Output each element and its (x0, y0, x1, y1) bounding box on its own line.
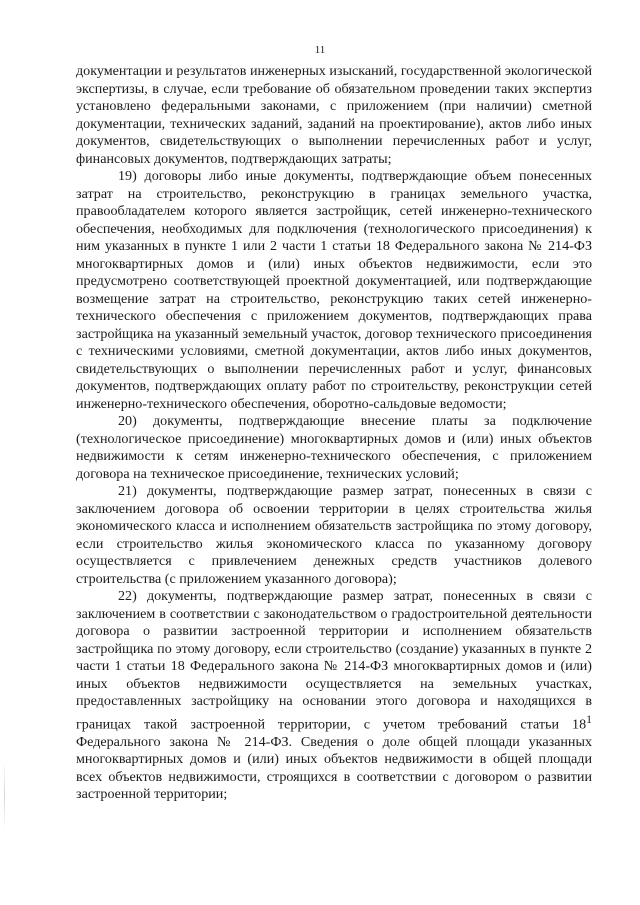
paragraph-item-21: 21) документы, подтверждающие размер затрат, понесенных в связи с заключением договора об освоении территории в целях строительства жилья экономического класса и исполнением обязательств застройщика по этому договору, если строительство жилья экономического класса по указанному договору осуществляется с привлечением денежных средств участников долевого строительства (с приложением указанного договора); (76, 483, 592, 587)
page-number: 11 (314, 44, 326, 56)
paragraph-continuation: документации и результатов инженерных изысканий, государственной экологической экспертизы, в случае, если требование об обязательном проведении таких экспертиз установлено федеральными законами, с приложением (при наличии) сметной документации, технических заданий, заданий на проектирование), актов либо иных документов, свидетельствующих о выполнении перечисленных работ и услуг, финансовых документов, подтверждающих затраты; (76, 63, 592, 167)
paragraph-item-20: 20) документы, подтверждающие внесение платы за подключение (технологическое присоединение) многоквартирных домов и (или) иных объектов недвижимости к сетям инженерно-технического обеспечения, с приложением договора на техническое присоединение, технических условий; (76, 413, 592, 482)
document-body (76, 63, 592, 804)
paragraph-item-19: 19) договоры либо иные документы, подтверждающие объем понесенных затрат на строительство, реконструкцию в границах земельного участка, правообладателем которого является застройщик, сетей инженерно-технического обеспечения, необходимых для подключения (технологического присоединения) к ним указанных в пункте 1 или 2 части 1 статьи 18 Федерального закона № 214-ФЗ многоквартирных домов и (или) иных объектов недвижимости, если это предусмотрено соответствующей проектной документацией, или подтверждающие возмещение затрат на строительство, реконструкцию таких сетей инженерно-технического обеспечения с приложением документов, подтверждающих права застройщика на указанный земельный участок, договор технического присоединения с техническими условиями, сметной документации, актов либо иных документов, свидетельствующих о выполнении перечисленных работ и услуг, финансовых документов, подтверждающих оплату работ по строительству, реконструкции сетей инженерно-технического обеспечения, оборотно-сальдовые ведомости; (76, 168, 592, 412)
paragraph-item-22 (76, 588, 592, 804)
paragraph-item-22-text-end: Федерального закона № 214-ФЗ. Сведения о доле общей площади указанных многоквартирных домов и (или) иных объектов недвижимости в общей площади всех объектов недвижимости, строящихся в соответствии с договором о развитии застроенной территории; (76, 733, 592, 803)
article-superscript: 1 (586, 712, 592, 726)
paragraph-item-22-text-start: 22) документы, подтверждающие размер затрат, понесенных в связи с заключением в соответствии с законодательством о градостроительной деятельности договора о развитии застроенной территории и исполнением обязательств застройщика по этому договору, если строительство (создание) указанных в пункте 2 части 1 статьи 18 Федерального закона № 214-ФЗ многоквартирных домов и (или) иных объектов недвижимости осуществляется на земельных участках, предоставленных застройщику на основании этого договора и находящихся в границах такой застроенной территории, с учетом требований статьи 18 (76, 588, 592, 733)
scan-artifact-line (4, 760, 5, 830)
